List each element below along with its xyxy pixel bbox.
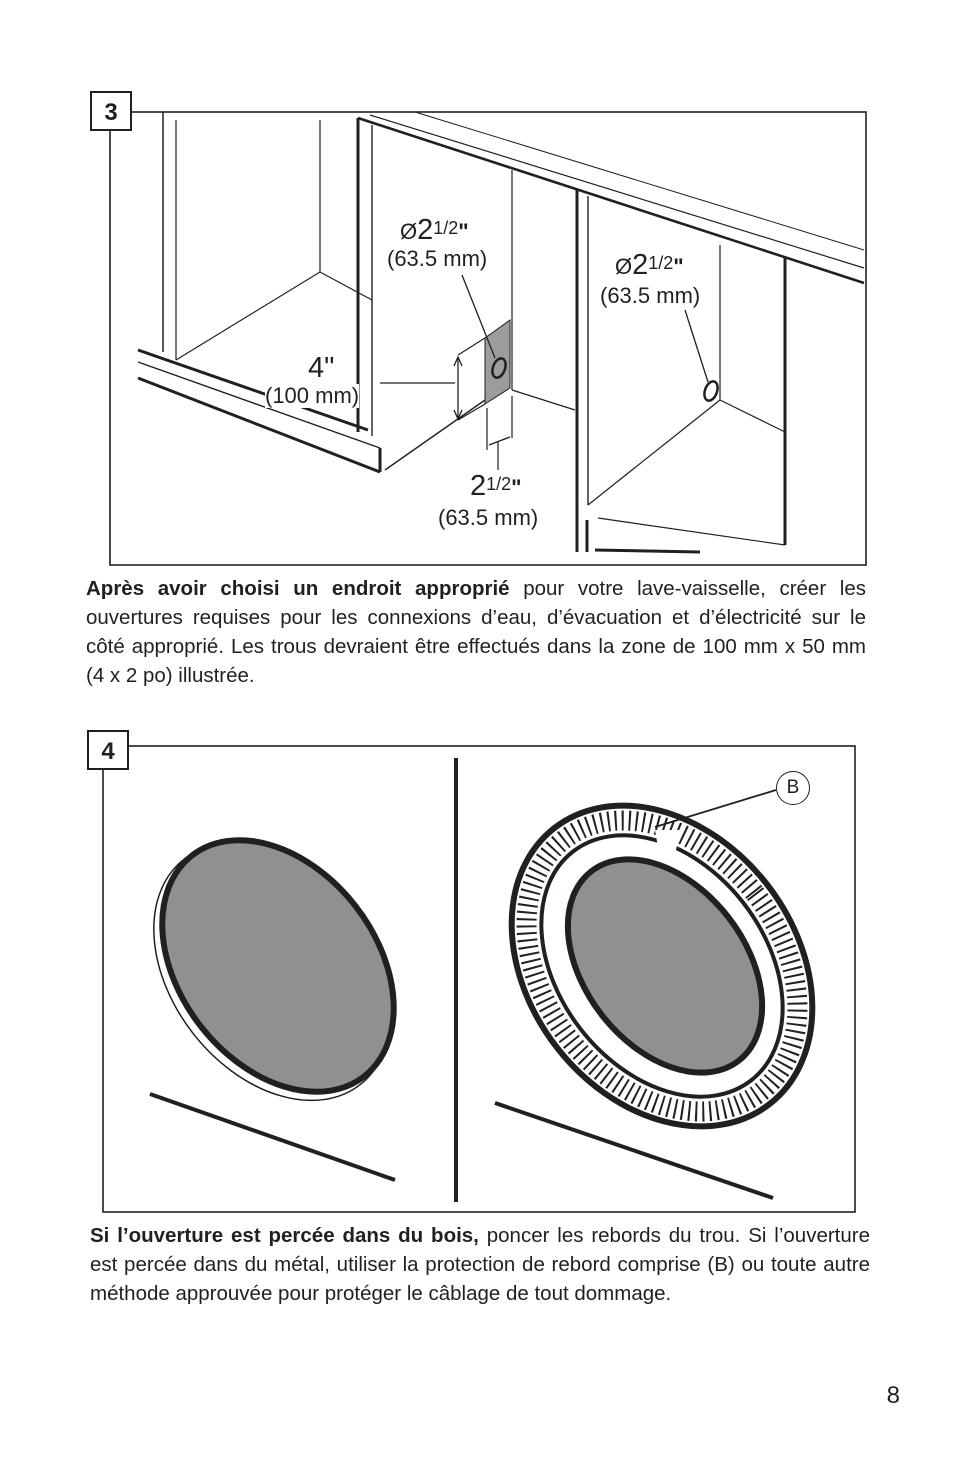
width-fraction: 1/2 bbox=[486, 474, 512, 494]
hole-left-metric-label: (63.5 mm) bbox=[387, 246, 488, 271]
hole-right-diameter-label bbox=[615, 249, 684, 281]
diameter-symbol: Ø bbox=[615, 254, 633, 279]
hole-right-metric-label: (63.5 mm) bbox=[600, 283, 701, 308]
page-number: 8 bbox=[886, 1382, 900, 1409]
step4-figure bbox=[0, 720, 954, 1220]
step3-instructions bbox=[86, 574, 866, 690]
hole-unit: " bbox=[673, 254, 684, 279]
hole-fraction: 1/2 bbox=[648, 253, 674, 273]
hole-illustration bbox=[0, 720, 954, 1220]
step4-instructions-bold: Si l’ouverture est percée dans du bois, bbox=[90, 1224, 479, 1247]
step3-instructions-text: pour votre lave-vaisselle, créer les ouvertures requises pour les connexions d’eau, d’évacuation et d’électricité sur le côté approprié. Les trous devraient être effectués dans la zone de 100 mm x 50 mm (4 x 2 po) illustrée. bbox=[86, 577, 866, 687]
step-3-number: 3 bbox=[90, 91, 132, 131]
step4-instructions-text: poncer les rebords du trou. Si l’ouverture est percée dans du métal, utiliser la protection de rebord comprise (B) ou toute autre méthode approuvée pour protéger le câblage de tout dommage. bbox=[90, 1224, 871, 1305]
width-unit: " bbox=[511, 475, 522, 500]
width-metric-label: (63.5 mm) bbox=[438, 505, 539, 530]
hole-fraction: 1/2 bbox=[433, 218, 459, 238]
step3-instructions-bold: Après avoir choisi un endroit approprié bbox=[86, 577, 510, 600]
step4-instructions bbox=[90, 1221, 870, 1308]
callout-b: B bbox=[776, 771, 810, 805]
height-metric-label: (100 mm) bbox=[265, 383, 360, 408]
step-4-number: 4 bbox=[87, 730, 129, 770]
step3-figure bbox=[0, 0, 954, 600]
width-dimension-label bbox=[470, 470, 522, 502]
hole-unit: " bbox=[458, 219, 469, 244]
hole-left-diameter-label bbox=[400, 214, 469, 246]
hole-size: 2 bbox=[632, 249, 649, 281]
hole-size: 2 bbox=[417, 214, 434, 246]
height-dimension-label: 4" bbox=[308, 352, 335, 384]
width-size: 2 bbox=[470, 470, 487, 502]
diameter-symbol: Ø bbox=[400, 219, 418, 244]
